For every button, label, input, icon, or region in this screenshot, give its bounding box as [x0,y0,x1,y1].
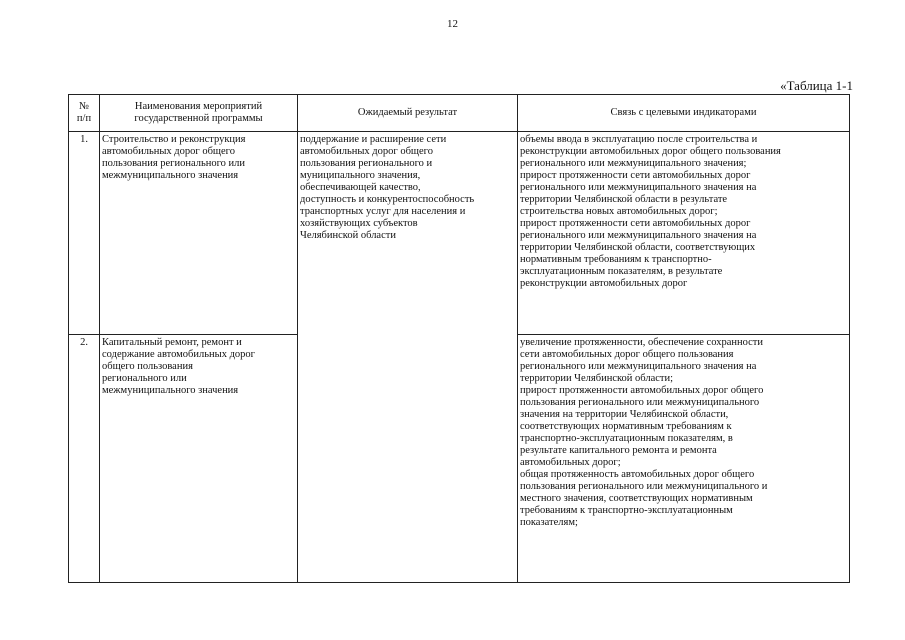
cell-line: территории Челябинской области, соответствующих [520,242,756,253]
program-table [68,94,850,583]
cell-line: увеличение протяженности, обеспечение сохранности [520,337,763,348]
table-header-row [69,95,850,132]
cell-line: автомобильных дорог общего [102,146,235,157]
cell-line: территории Челябинской области; [520,373,674,384]
cell-line: общая протяженность автомобильных дорог общего [520,469,755,480]
cell-line: транспортных услуг для населения и [300,206,466,217]
cell-line: Капитальный ремонт, ремонт и [102,337,242,348]
cell-line: содержание автомобильных дорог [102,349,255,360]
activity-name-cell [100,335,298,583]
row-number: 1. [69,132,100,335]
header-activity-line: Наименования мероприятий [134,101,263,112]
table-row [69,132,850,335]
cell-line: эксплуатационным показателям, в результате [520,266,723,277]
cell-line: автомобильных дорог общего [300,146,433,157]
cell-line: обеспечивающей качество, [300,182,421,193]
cell-line: регионального или [102,373,187,384]
cell-line: реконструкции автомобильных дорог [520,278,688,289]
cell-line: пользования регионального и [300,158,433,169]
cell-line: территории Челябинской области в результате [520,194,728,205]
cell-line: прирост протяженности сети автомобильных дорог [520,170,751,181]
cell-line: пользования регионального или межмуниципального и [520,481,768,492]
cell-line: хозяйствующих субъектов [300,218,418,229]
expected-result-cell [298,132,518,583]
cell-line: пользования регионального или межмуниципального [520,397,760,408]
cell-line: транспортно-эксплуатационным показателям, в [520,433,733,444]
cell-line: строительства новых автомобильных дорог; [520,206,718,217]
header-number [69,95,100,132]
cell-line: автомобильных дорог; [520,457,621,468]
cell-line: требованиям к транспортно-эксплуатационным [520,505,733,516]
cell-line: прирост протяженности автомобильных дорог общего [520,385,764,396]
header-expected-result [298,95,518,132]
cell-line: Челябинской области [300,230,396,241]
cell-line: регионального или межмуниципального значения на [520,361,757,372]
cell-line: регионального или межмуниципального значения; [520,158,747,169]
row-number: 2. [69,335,100,583]
cell-line: нормативным требованиям к транспортно- [520,254,712,265]
cell-line: регионального или межмуниципального значения на [520,230,757,241]
cell-line: результате капитального ремонта и ремонта [520,445,717,456]
cell-line: поддержание и расширение сети [300,134,447,145]
header-number-line: п/п [76,113,92,124]
cell-line: муниципального значения, [300,170,421,181]
cell-line: межмуниципального значения [102,385,239,396]
cell-line: местного значения, соответствующих нормативным [520,493,753,504]
activity-name-cell [100,132,298,335]
cell-line: сети автомобильных дорог общего пользования [520,349,734,360]
cell-line: общего пользования [102,361,193,372]
cell-line: регионального или межмуниципального значения на [520,182,757,193]
header-number-line: № [78,101,90,112]
header-activity-name [100,95,298,132]
cell-line: показателям; [520,517,578,528]
table-label: «Таблица 1-1 [780,78,853,93]
cell-line: прирост протяженности сети автомобильных дорог [520,218,751,229]
page-number: 12 [447,18,458,30]
header-link-line: Связь с целевыми индикаторами [610,107,757,118]
cell-line: объемы ввода в эксплуатацию после строительства и [520,134,758,145]
cell-line: соответствующих нормативным требованиям к [520,421,732,432]
cell-line: значения на территории Челябинской области, [520,409,729,420]
header-indicator-link [518,95,850,132]
header-result-line: Ожидаемый результат [357,107,458,118]
indicator-link-cell [518,335,850,583]
cell-line: пользования регионального или [102,158,246,169]
indicator-link-cell [518,132,850,335]
cell-line: Строительство и реконструкция [102,134,246,145]
cell-line: реконструкции автомобильных дорог общего пользования [520,146,781,157]
cell-line: межмуниципального значения [102,170,239,181]
cell-line: доступность и конкурентоспособность [300,194,475,205]
header-activity-line: государственной программы [134,113,263,124]
